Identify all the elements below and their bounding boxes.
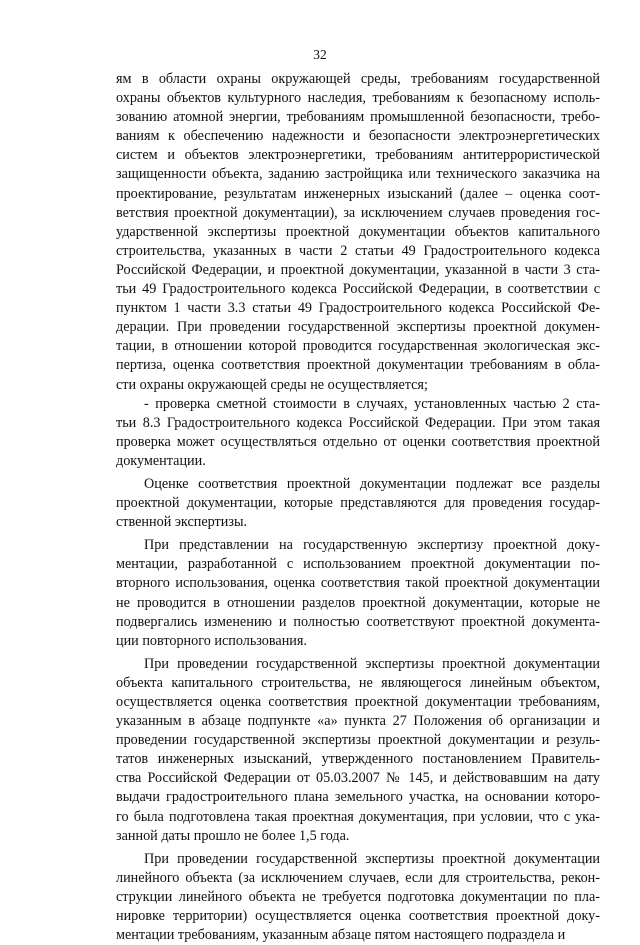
- text-line: го была подготовлена такая проектная документация, при условии, что с ука-: [116, 808, 600, 825]
- text-line: указанным в абзаце подпункте «а» пункта 27 Положения об организации и: [116, 713, 600, 730]
- text-line: осуществляется оценка соответствия проектной документации требованиям,: [116, 694, 600, 710]
- text-line: проверка может осуществляться отдельно от оценки соответствия проектной: [116, 433, 600, 450]
- text-line: ваниям к обеспечению надежности и безопасности электроэнергетических: [116, 128, 600, 145]
- text-line: ции повторного использования.: [116, 632, 307, 649]
- paragraph-p6: [116, 850, 600, 945]
- text-line: струкции линейного объекта не требуется подготовка документации по пла-: [116, 888, 600, 905]
- text-line: защищенности объекта, заданию застройщика или технического заказчика на: [116, 166, 600, 183]
- paragraph-p1: [116, 70, 600, 395]
- text-line: нировке территории) осуществляется оценка соответствия проектной доку-: [116, 908, 600, 925]
- text-line: При представлении на государственную экспертизу проектной доку-: [144, 537, 600, 554]
- text-line: ветствия проектной документации), за исключением случаев проведения гос-: [116, 204, 600, 221]
- text-line: При проведении государственной экспертизы проектной документации: [144, 655, 600, 672]
- text-line: ства Российской Федерации от 05.03.2007 № 145, и действовавшим на дату: [116, 770, 600, 787]
- text-line: тации, в отношении которой проводится государственная экологическая экс-: [116, 338, 600, 355]
- text-line: ментации, разработанной с использованием проектной документации по-: [116, 556, 600, 573]
- text-line: проведении государственной экспертизы проектной документации и резуль-: [116, 732, 600, 749]
- text-line: проектной документации, которые представляются для проведения государ-: [116, 495, 600, 512]
- text-line: тьи 8.3 Градостроительного кодекса Российской Федерации. При этом такая: [116, 414, 600, 431]
- text-line: занной даты прошло не более 1,5 года.: [116, 827, 350, 844]
- text-line: не проводится в отношении разделов проектной документации, которые не: [116, 594, 600, 611]
- text-line: При проведении государственной экспертизы проектной документации: [144, 850, 600, 867]
- text-line: ударственной экспертизы проектной документации объектов капитального: [116, 223, 600, 240]
- text-line: сти охраны окружающей среды не осуществляется;: [116, 376, 428, 393]
- paragraph-p5: [116, 655, 600, 846]
- text-line: подвергались изменению и полностью соответствуют проектной документа-: [116, 613, 600, 630]
- text-line: дерации. При проведении государственной экспертизы проектной докумен-: [116, 319, 600, 336]
- text-line: ственной экспертизы.: [116, 514, 248, 531]
- text-line: татов инженерных изысканий, утвержденного постановлением Правитель-: [116, 751, 600, 768]
- page-number: 32: [313, 47, 327, 62]
- text-line: проектирование, результатам инженерных изысканий (далее – оценка соот-: [116, 185, 600, 202]
- text-line: объекта капитального строительства, не являющегося линейным объектом,: [116, 674, 600, 691]
- text-line: линейного объекта (за исключением случаев, если для строительства, рекон-: [116, 869, 600, 886]
- text-line: выдачи градостроительного плана земельного участка, на основании которо-: [116, 789, 600, 806]
- paragraph-p3: [116, 475, 600, 532]
- paragraph-p4: [116, 536, 600, 651]
- text-line: - проверка сметной стоимости в случаях, установленных частью 2 ста-: [144, 395, 600, 412]
- text-line: Российской Федерации, и проектной документации, указанной в части 3 ста-: [116, 261, 600, 278]
- text-line: пертиза, оценка соответствия проектной документации требованиям в обла-: [116, 357, 600, 374]
- text-line: ментации требованиям, указанным абзаце пятом настоящего подраздела и: [116, 927, 566, 944]
- text-line: тьи 49 Градостроительного кодекса Российской Федерации, в соответствии с: [116, 281, 600, 298]
- paragraph-p2: [116, 395, 600, 471]
- text-line: вторного использования, оценка соответствия такой проектной документации: [116, 575, 600, 592]
- text-line: охраны объектов культурного наследия, требованиям к безопасному исполь-: [116, 90, 600, 107]
- text-line: пунктом 1 части 3.3 статьи 49 Градостроительного кодекса Российской Фе-: [116, 300, 600, 317]
- text-line: строительства, указанных в части 2 статьи 49 Градостроительного кодекса: [116, 242, 600, 259]
- text-line: зованию атомной энергии, требованиям промышленной безопасности, требо-: [116, 109, 600, 126]
- text-line: систем и объектов электроэнергетики, требованиям антитеррористической: [116, 147, 600, 164]
- text-line: Оценке соответствия проектной документации подлежат все разделы: [144, 475, 600, 492]
- text-line: документации.: [116, 452, 206, 469]
- text-line: ям в области охраны окружающей среды, требованиям государственной: [116, 71, 600, 87]
- body-text: [116, 70, 600, 945]
